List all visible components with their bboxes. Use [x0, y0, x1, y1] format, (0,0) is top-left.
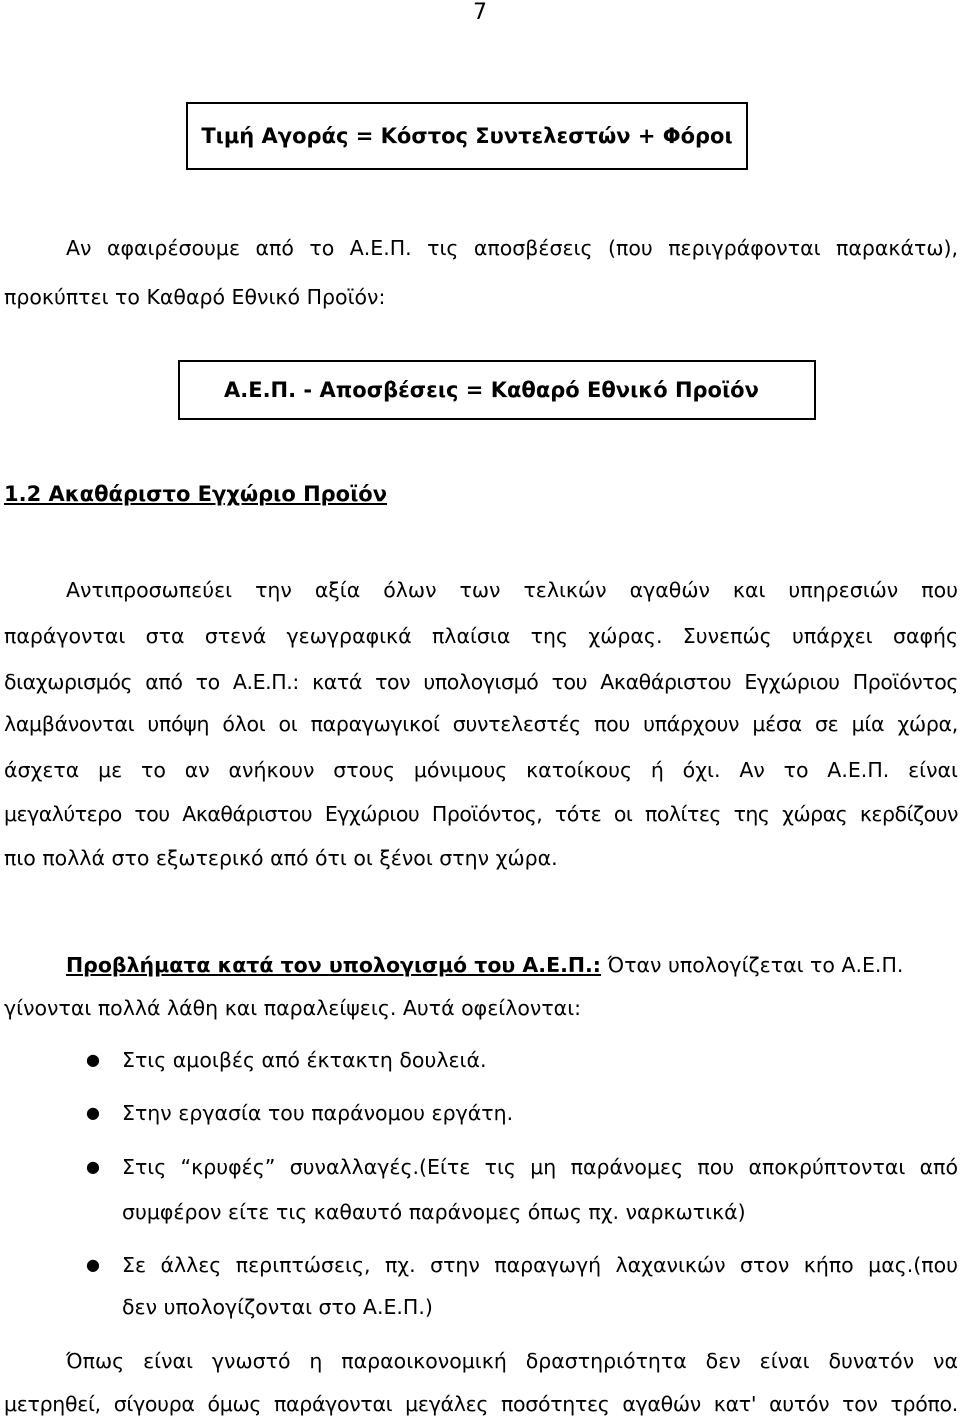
paragraph-line: Αντιπροσωπεύει την αξία όλων των τελικών αγαθών και υπηρεσιών που [66, 578, 958, 602]
bullet-item-text: Στις “κρυφές” συναλλαγές.(Είτε τις μη παράνομες που αποκρύπτονται από [122, 1155, 958, 1179]
paragraph-line: λαμβάνονται υπόψη όλοι οι παραγωγικοί συντελεστές που υπάρχουν μέσα σε μία χώρα, [4, 712, 958, 736]
paragraph-line: παράγονται στα στενά γεωγραφικά πλαίσια της χώρας. Συνεπώς υπάρχει σαφής [4, 624, 958, 648]
bullet-dot: ● [86, 1255, 100, 1274]
formula-text: Τιμή Αγοράς = Κόστος Συντελεστών + Φόροι [201, 124, 733, 148]
problems-line-1 [66, 950, 903, 980]
closing-line: μετρηθεί, σίγουρα όμως παράγονται μεγάλες ποσότητες αγαθών κατ' αυτόν τον τρόπο. [4, 1392, 958, 1416]
bullet-item-text: Στις αμοιβές από έκτακτη δουλειά. [122, 1048, 487, 1072]
paragraph-line: μεγαλύτερο του Ακαθάριστου Εγχώριου Προϊόντος, τότε οι πολίτες της χώρας κερδίζουν [4, 802, 958, 826]
problems-label: Προβλήματα κατά τον υπολογισμό του Α.Ε.Π.: [66, 953, 602, 977]
paragraph-line: διαχωρισμός από το Α.Ε.Π.: κατά τον υπολογισμό του Ακαθάριστου Εγχώριου Προϊόντος [4, 670, 958, 694]
formula-text: Α.Ε.Π. - Αποσβέσεις = Καθαρό Εθνικό Προϊόν [224, 378, 759, 402]
bullet-dot: ● [86, 1050, 100, 1069]
paragraph-line: πιο πολλά στο εξωτερικό από ότι οι ξένοι στην χώρα. [4, 846, 558, 870]
bullet-item-text: Στην εργασία του παράνομου εργάτη. [122, 1101, 514, 1125]
section-heading: 1.2 Ακαθάριστο Εγχώριο Προϊόν [4, 482, 388, 506]
closing-line: Όπως είναι γνωστό η παραοικονομική δραστηριότητα δεν είναι δυνατόν να [66, 1349, 958, 1373]
problems-line-1-rest: Όταν υπολογίζεται το Α.Ε.Π. [601, 953, 904, 977]
bullet-item-text: δεν υπολογίζονται στο Α.Ε.Π.) [122, 1295, 433, 1319]
intro-line-2: προκύπτει το Καθαρό Εθνικό Προϊόν: [4, 285, 386, 309]
problems-line-2: γίνονται πολλά λάθη και παραλείψεις. Αυτά οφείλονται: [4, 996, 582, 1020]
page-number: 7 [473, 0, 487, 25]
formula-box-purchase-price [186, 102, 748, 170]
bullet-item-text: συμφέρον είτε τις καθαυτό παράνομες όπως πχ. ναρκωτικά) [122, 1200, 746, 1224]
intro-line-1: Αν αφαιρέσουμε από το Α.Ε.Π. τις αποσβέσεις (που περιγράφονται παρακάτω), [66, 236, 958, 260]
bullet-dot: ● [86, 1157, 100, 1176]
bullet-dot: ● [86, 1103, 100, 1122]
bullet-item-text: Σε άλλες περιπτώσεις, πχ. στην παραγωγή λαχανικών στον κήπο μας.(που [122, 1253, 958, 1277]
paragraph-line: άσχετα με το αν ανήκουν στους μόνιμους κατοίκους ή όχι. Αν το Α.Ε.Π. είναι [4, 758, 958, 782]
formula-box-net-product [178, 360, 816, 420]
